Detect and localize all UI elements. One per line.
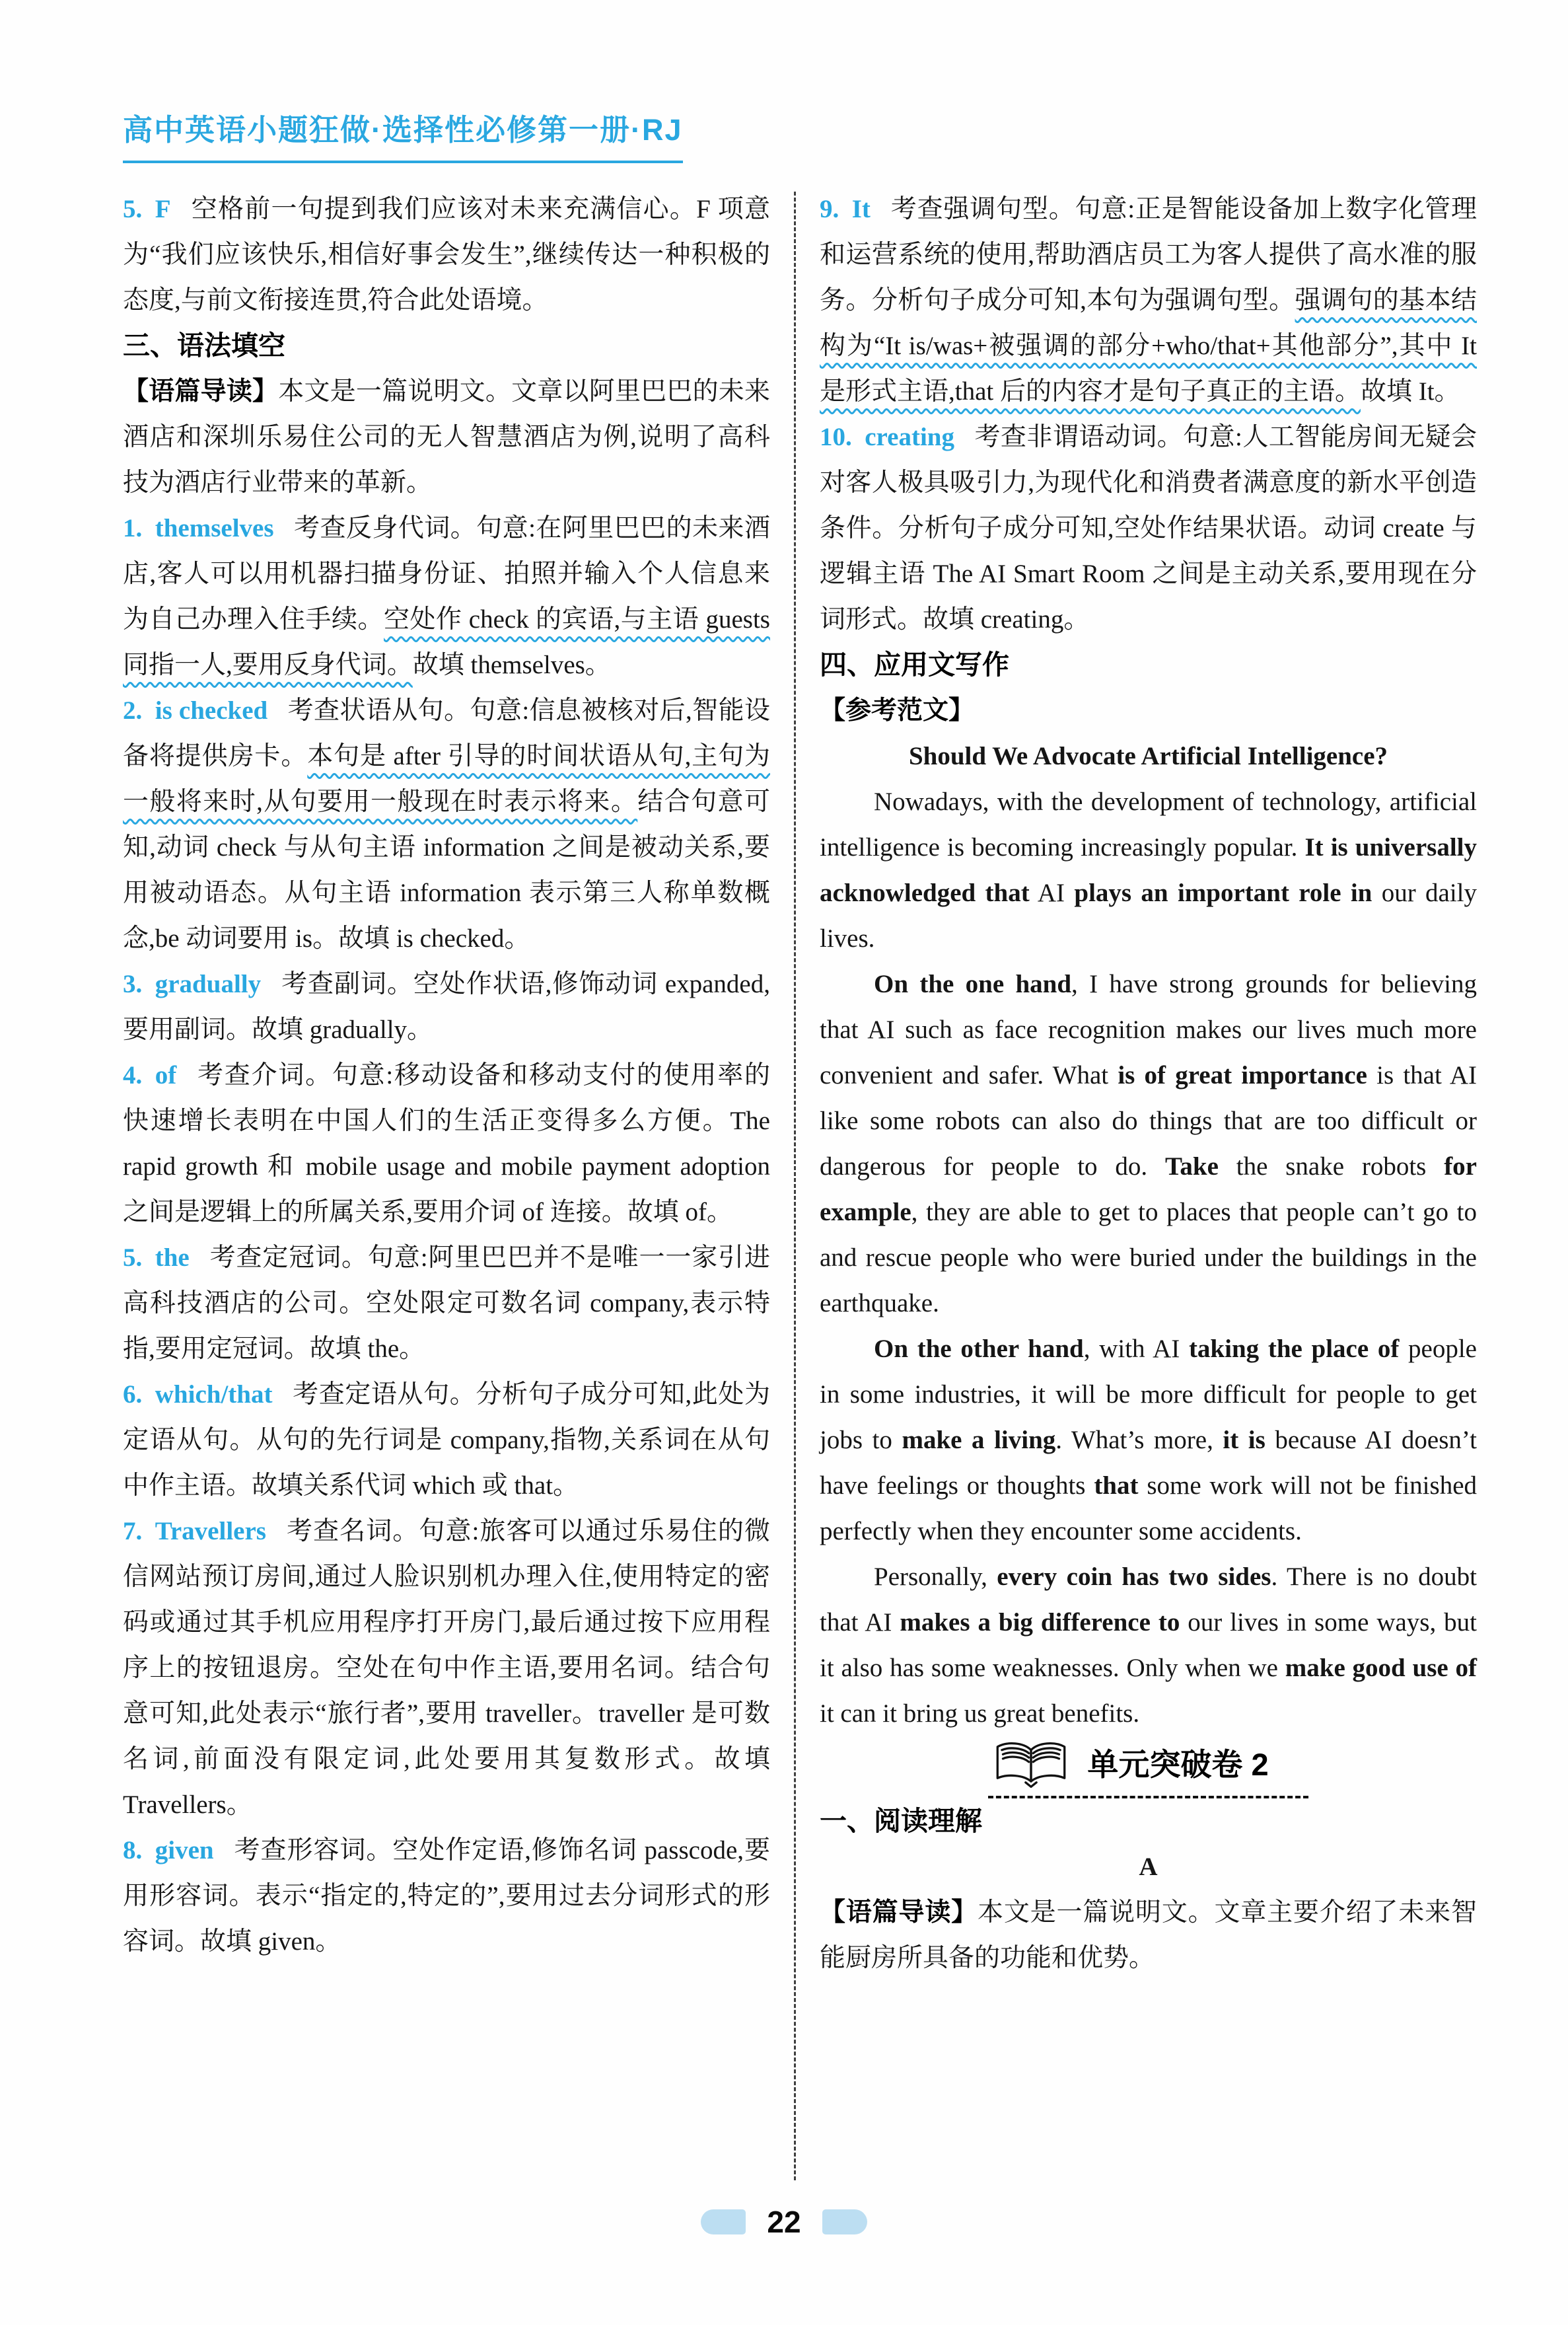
bold-phrase: On the one hand xyxy=(874,970,1072,998)
body-text: Nowadays, with the development of technology, artificial intelligence is becoming increasingly popular. xyxy=(820,788,1477,862)
bold-phrase: makes a big difference to xyxy=(900,1608,1180,1637)
answer-label: 7. Travellers xyxy=(123,1517,266,1545)
body-text: 本文是一篇说明文。文章以阿里巴巴的未来酒店和深圳乐易住公司的无人智慧酒店为例,说明了高科技为酒店行业带来的革新。 xyxy=(123,377,770,497)
reading-section-label: A xyxy=(1139,1853,1158,1881)
bold-phrase: is of great importance xyxy=(1118,1061,1367,1089)
column-divider xyxy=(794,192,796,2180)
body-text: 本文是一篇说明文。文章主要介绍了未来智能厨房所具备的功能和优势。 xyxy=(820,1898,1477,1972)
answer-label: 1. themselves xyxy=(123,514,274,542)
bold-phrase: it is xyxy=(1223,1426,1265,1454)
bold-phrase: make good use of xyxy=(1285,1654,1477,1682)
body-text: 空格前一句提到我们应该对未来充满信心。F 项意为“我们应该快乐,相信好事会发生”,继续传达一种积极的态度,与前文衔接连贯,符合此处语境。 xyxy=(123,195,770,314)
bold-phrase: that xyxy=(1094,1471,1139,1500)
book-title: 高中英语小题狂做·选择性必修第一册·RJ xyxy=(123,106,683,163)
wavy-underlined-text: 空处作 check 的宾语,与主语 guests 同指一人,要用反身代词。 xyxy=(123,605,770,679)
guide-paragraph xyxy=(123,369,770,505)
bold-phrase: taking the place of xyxy=(1188,1335,1400,1363)
answer-item xyxy=(123,1827,770,1964)
answer-label: 9. It xyxy=(820,195,871,223)
body-text: our daily lives. xyxy=(820,879,1478,953)
footer-pill-right xyxy=(822,2209,867,2234)
body-text: . What’s more, xyxy=(1055,1426,1223,1454)
answer-item xyxy=(123,505,770,688)
bold-phrase: On the other hand xyxy=(874,1335,1084,1363)
answer-item xyxy=(123,688,770,961)
essay-title: Should We Advocate Artificial Intelligence? xyxy=(908,742,1388,770)
page-number: 22 xyxy=(767,2205,801,2239)
body-text: , I have strong grounds for believing that AI such as face recognition makes our lives much more convenient and safer. What xyxy=(820,970,1477,1089)
body-text: 考查非谓语动词。句意:人工智能房间无疑会对客人极具吸引力,为现代化和消费者满意度的新水平创造条件。分析句子成分可知,空处作结果状语。动词 create 与逻辑主语 The AI Smart Room 之间是主动关系,要用现在分词形式。故填 creating。 xyxy=(820,423,1477,634)
answer-label: 5. the xyxy=(123,1243,190,1272)
unit-banner xyxy=(988,1740,1308,1798)
answer-item xyxy=(820,414,1477,642)
answer-item xyxy=(123,1372,770,1508)
page-content xyxy=(123,186,1478,2180)
left-column xyxy=(123,186,770,1964)
answer-item xyxy=(123,1235,770,1372)
answer-item xyxy=(820,186,1477,414)
bold-phrase: plays an important role in xyxy=(1074,879,1372,907)
bold-phrase: make a living xyxy=(902,1426,1056,1454)
body-text: , with AI xyxy=(1083,1335,1189,1363)
page-header xyxy=(123,106,683,163)
body-text: 考查副词。空处作状语,修饰动词 expanded,要用副词。故填 gradually。 xyxy=(123,970,770,1044)
body-text: 考查强调句型。句意:正是智能设备加上数字化管理和运营系统的使用,帮助酒店员工为客人提供了高水准的服务。分析句子成分可知,本句为强调句型。 xyxy=(820,195,1477,314)
essay-paragraph xyxy=(820,779,1477,961)
wavy-underlined-text: 本句是 after 引导的时间状语从句,主句为一般将来时,从句要用一般现在时表示将来。 xyxy=(123,742,770,816)
body-text: some work will not be finished perfectly when they encounter some accidents. xyxy=(820,1471,1478,1545)
body-text: our lives in some ways, but it also has some weaknesses. Only when we xyxy=(820,1608,1477,1682)
answer-label: 10. creating xyxy=(820,423,954,451)
bracket-label: 【语篇导读】 xyxy=(820,1898,978,1927)
section-heading: 四、应用文写作 xyxy=(820,649,1009,680)
body-text: 故填 themselves。 xyxy=(412,651,611,679)
answer-label: 2. is checked xyxy=(123,696,268,725)
unit-banner-title: 单元突破卷 2 xyxy=(1087,1746,1269,1782)
body-text: . There is no doubt that AI xyxy=(820,1563,1477,1637)
body-text: 考查形容词。空处作定语,修饰名词 passcode,要用形容词。表示“指定的,特定的”,要用过去分词形式的形容词。故填 given。 xyxy=(123,1836,770,1956)
right-column xyxy=(820,186,1477,1981)
body-text: 考查反身代词。句意:在阿里巴巴的未来酒店,客人可以用机器扫描身份证、拍照并输入个人信息来为自己办理入住手续。 xyxy=(123,514,770,634)
body-text: it can it bring us great benefits. xyxy=(820,1699,1140,1728)
bold-phrase: for example xyxy=(820,1152,1477,1226)
guide-paragraph xyxy=(820,688,1477,733)
section-heading: 三、语法填空 xyxy=(123,330,285,361)
open-book-icon xyxy=(992,1740,1070,1788)
essay-paragraph xyxy=(820,1326,1477,1554)
answer-item xyxy=(123,1508,770,1827)
answer-item xyxy=(123,961,770,1052)
answer-label: 6. which/that xyxy=(123,1380,273,1409)
body-text: because AI doesn’t have feelings or thoughts xyxy=(820,1426,1478,1500)
body-text: 结合句意可知,动词 check 与从句主语 information 之间是被动关系,要用被动语态。从句主语 information 表示第三人称单数概念,be 动词要用 is。故填 is checked。 xyxy=(123,788,770,953)
wavy-underlined-text: 强调句的基本结构为“It is/was+被强调的部分+who/that+其他部分”,其中 It 是形式主语,that 后的内容才是句子真正的主语。 xyxy=(820,286,1477,406)
answer-label: 5. F xyxy=(123,195,171,223)
body-text: 考查定冠词。句意:阿里巴巴并不是唯一一家引进高科技酒店的公司。空处限定可数名词 company,表示特指,要用定冠词。故填 the。 xyxy=(123,1243,770,1363)
body-text: 考查状语从句。句意:信息被核对后,智能设备将提供房卡。 xyxy=(123,696,770,770)
guide-paragraph xyxy=(820,1890,1477,1981)
essay-paragraph xyxy=(820,961,1477,1326)
footer-pill-left xyxy=(701,2209,746,2234)
answer-item xyxy=(123,186,770,323)
section-heading: 一、阅读理解 xyxy=(820,1806,982,1836)
bold-phrase: every coin has two sides xyxy=(997,1563,1271,1591)
body-text: AI xyxy=(1029,879,1075,907)
bold-phrase: It is universally acknowledged that xyxy=(820,833,1477,907)
answer-label: 3. gradually xyxy=(123,970,262,998)
body-text: 考查介词。句意:移动设备和移动支付的使用率的快速增长表明在中国人们的生活正变得多么方便。The rapid growth 和 mobile usage and mobile payment adoption 之间是逻辑上的所属关系,要用介词 of 连接。故填 of。 xyxy=(123,1061,770,1226)
body-text: , they are able to get to places that people can’t go to and rescue people who were buried under the buildings in the earthquake. xyxy=(820,1198,1477,1317)
body-text: Personally, xyxy=(874,1563,997,1591)
bracket-label: 【语篇导读】 xyxy=(123,377,279,406)
body-text: 考查定语从句。分析句子成分可知,此处为定语从句。从句的先行词是 company,指物,关系词在从句中作主语。故填关系代词 which 或 that。 xyxy=(123,1380,770,1500)
body-text: is that AI like some robots can also do things that are too difficult or dangerous for people to do. xyxy=(820,1061,1477,1181)
essay-paragraph xyxy=(820,1554,1477,1736)
answer-label: 4. of xyxy=(123,1061,177,1089)
answer-label: 8. given xyxy=(123,1836,214,1864)
bold-phrase: Take xyxy=(1164,1152,1219,1181)
bracket-label: 【参考范文】 xyxy=(820,696,975,725)
body-text: 考查名词。句意:旅客可以通过乐易住的微信网站预订房间,通过人脸识别机办理入住,使用特定的密码或通过其手机应用程序打开房门,最后通过按下应用程序上的按钮退房。空处在句中作主语,要用名词。结合句意可知,此处表示“旅行者”,要用 traveller。traveller 是可数名词,前面没有限定词,此处要用其复数形式。故填 Travellers。 xyxy=(123,1517,770,1819)
body-text: 故填 It。 xyxy=(1360,377,1460,406)
body-text: people in some industries, it will be more difficult for people to get jobs to xyxy=(820,1335,1477,1454)
body-text: the snake robots xyxy=(1218,1152,1444,1181)
answer-item xyxy=(123,1052,770,1235)
page-footer xyxy=(0,2204,1568,2240)
